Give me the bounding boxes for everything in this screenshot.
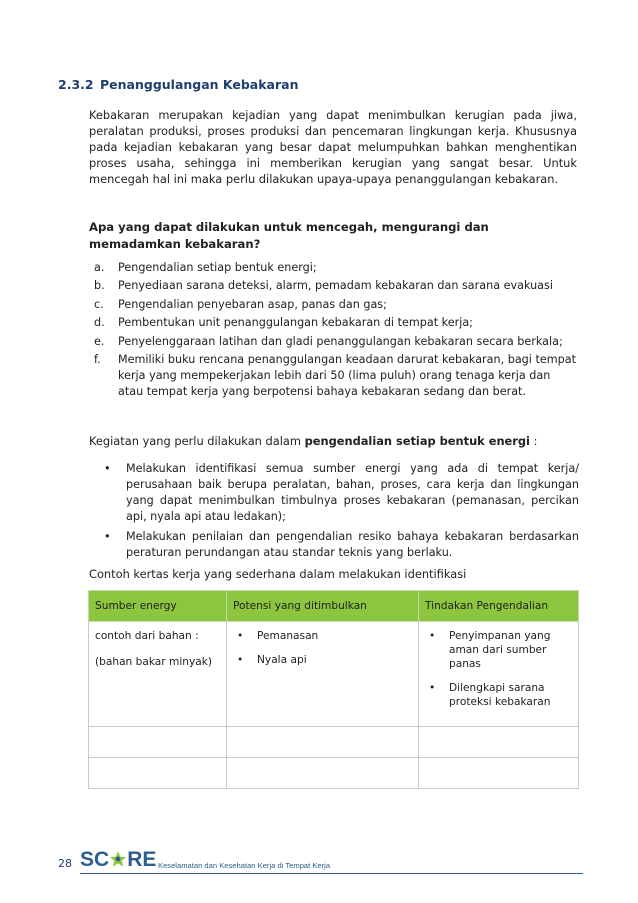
bullet-icon: •: [237, 630, 244, 642]
table-cell: [89, 758, 227, 789]
list-item-text: Penyimpanan yang aman dari sumber panas: [449, 630, 551, 670]
energy-intro-prefix: Kegiatan yang perlu dilakukan dalam: [89, 434, 305, 448]
section-number: 2.3.2: [58, 77, 94, 92]
source-line: (bahan bakar minyak): [95, 656, 213, 668]
energy-intro: [89, 433, 537, 449]
bullet-icon: •: [104, 530, 111, 543]
table-cell: [227, 622, 419, 727]
table-cell: [419, 758, 579, 789]
list-item: [94, 260, 579, 276]
logo-star-icon: [109, 850, 127, 868]
table-header: Tindakan Pengendalian: [419, 591, 579, 622]
worksheet-intro: Contoh kertas kerja yang sederhana dalam melakukan identifikasi: [89, 567, 467, 581]
score-logo: [80, 848, 156, 872]
footer-tagline: Keselamatan dan Kesehatan Kerja di Tempat Kerja: [158, 861, 331, 870]
list-item: [425, 681, 572, 709]
list-item-text: Pengendalian setiap bentuk energi;: [118, 261, 317, 274]
energy-bullet-list: [104, 461, 579, 565]
list-item-text: Memiliki buku rencana penanggulangan keadaan darurat kebakaran, bagi tempat kerja yang mempekerjakan lebih dari 50 (lima puluh) orang tenaga kerja dan atau tempat kerja yang berpotensi bahaya kebakaran sedang dan berat.: [118, 352, 576, 398]
list-item: [94, 315, 579, 331]
list-item-text: Penyelenggaraan latihan dan gladi penanggulangan kebakaran secara berkala;: [118, 334, 563, 348]
table-row: [89, 758, 579, 789]
worksheet-table: [88, 590, 579, 789]
list-marker: f.: [94, 352, 101, 366]
prevention-question: Apa yang dapat dilakukan untuk mencegah, mengurangi dan memadamkan kebakaran?: [89, 220, 489, 251]
table-row: [89, 622, 579, 727]
source-line: contoh dari bahan :: [95, 630, 199, 642]
list-item: [425, 629, 572, 671]
list-item-text: Melakukan identifikasi semua sumber energi yang ada di tempat kerja/ perusahaan baik berupa peralatan, bahan, proses, cara kerja dan lingkungan yang dapat menimbulkan timbulnya proses kebakaran (pemanasan, percikan api, nyala api atau ledakan);: [126, 462, 579, 523]
logo-text-left: SC: [80, 848, 110, 871]
table-cell: [227, 727, 419, 758]
energy-intro-bold: pengendalian setiap bentuk energi: [304, 434, 530, 448]
table-header-row: [89, 591, 579, 622]
logo-text-right: RE: [127, 848, 157, 871]
bullet-icon: •: [104, 462, 111, 475]
section-title: Penanggulangan Kebakaran: [100, 77, 299, 92]
table-cell: [89, 727, 227, 758]
list-marker: c.: [94, 297, 104, 311]
list-item-text: Pemanasan: [257, 630, 319, 642]
table-cell: [419, 622, 579, 727]
table-cell: [419, 727, 579, 758]
list-item-text: Nyala api: [257, 654, 307, 666]
intro-paragraph: Kebakaran merupakan kejadian yang dapat menimbulkan kerugian pada jiwa, peralatan produksi, proses produksi dan pencemaran lingkungan kerja. Khususnya pada kejadian kebakaran yang besar dapat melumpuhkan bahkan menghentikan proses usaha, sehingga ini memberikan kerugian yang sangat besar. Untuk mencegah hal ini maka perlu dilakukan upaya-upaya penanggulangan kebakaran.: [89, 108, 577, 186]
bullet-icon: •: [429, 682, 436, 694]
table-cell: [227, 758, 419, 789]
list-marker: e.: [94, 334, 105, 348]
bullet-icon: •: [237, 654, 244, 666]
list-item: [104, 461, 579, 525]
list-item-text: Dilengkapi sarana proteksi kebakaran: [449, 682, 551, 708]
table-row: [89, 727, 579, 758]
list-item: [104, 529, 579, 561]
section-heading: [58, 77, 299, 92]
list-item-text: Melakukan penilaian dan pengendalian resiko bahaya kebakaran berdasarkan peraturan perundangan atau standar teknis yang berlaku.: [126, 530, 579, 559]
bullet-icon: •: [429, 630, 436, 642]
footer-divider: [80, 873, 583, 874]
list-item: [94, 352, 579, 400]
list-item: [94, 297, 579, 313]
list-item: [233, 653, 412, 667]
list-item-text: Pengendalian penyebaran asap, panas dan gas;: [118, 297, 387, 311]
list-item: [94, 278, 579, 294]
list-item: [94, 334, 579, 350]
list-item: [233, 629, 412, 643]
energy-intro-suffix: :: [529, 434, 538, 448]
list-item-text: Pembentukan unit penanggulangan kebakaran di tempat kerja;: [118, 316, 473, 330]
list-marker: d.: [94, 316, 105, 330]
table-header: Sumber energy: [89, 591, 227, 622]
measures-list: [94, 260, 579, 402]
list-item-text: Penyediaan sarana deteksi, alarm, pemadam kebakaran dan sarana evakuasi: [118, 279, 553, 293]
table-header: Potensi yang ditimbulkan: [227, 591, 419, 622]
page-number: 28: [58, 857, 72, 870]
list-marker: a.: [94, 261, 105, 274]
table-cell: [89, 622, 227, 727]
list-marker: b.: [94, 279, 105, 293]
